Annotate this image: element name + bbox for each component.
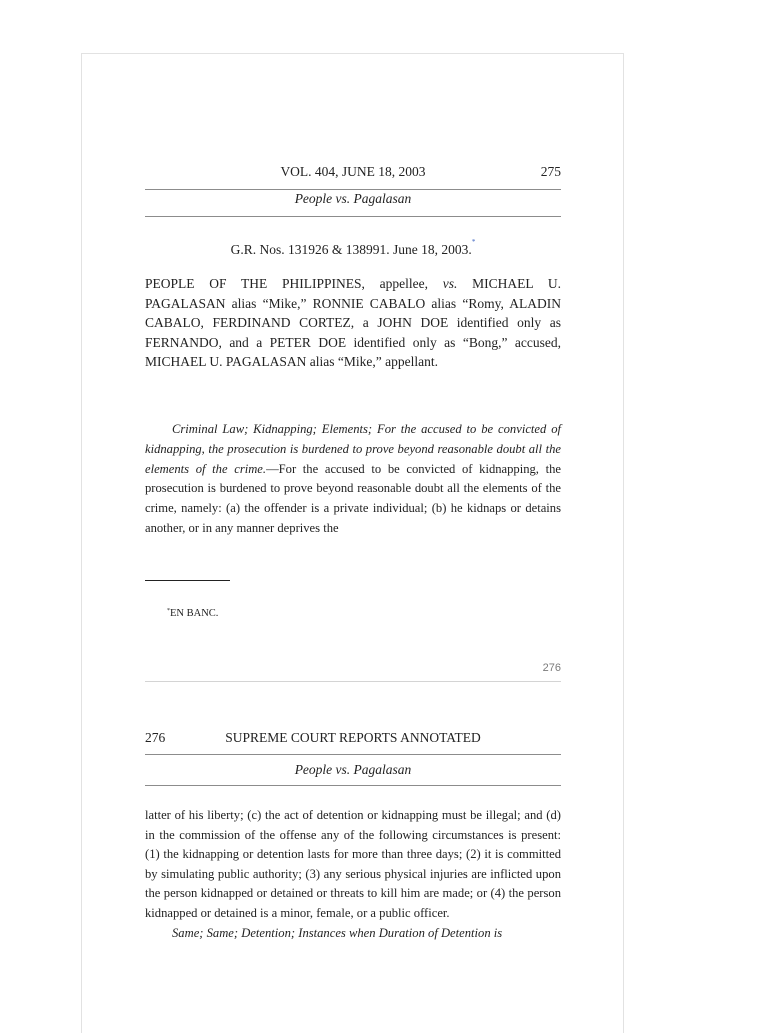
case-parties xyxy=(145,274,561,372)
volume-date: VOL. 404, JUNE 18, 2003 xyxy=(280,164,426,179)
footnote-rule xyxy=(145,580,230,581)
page-break-rule xyxy=(145,681,561,682)
case-number-text: G.R. Nos. 131926 & 138991. June 18, 2003. xyxy=(230,242,472,257)
syllabus-paragraph xyxy=(145,420,561,539)
page-number: 276 xyxy=(145,730,166,745)
running-title: People vs. Pagalasan xyxy=(294,191,412,206)
syllabus-continued-text: latter of his liberty; (c) the act of detention or kidnapping must be illegal; and (d) in the commission of the offense any of the following circumstances is present: (1) the kidnapping or detention lasts for more than three days; (2) it is committed by simulating public authority; (3) any serious physical injuries are inflicted upon the person kidnapped or detained or threats to kill him are made; or (4) the person kidnapped or detained is a minor, female, or a public officer. xyxy=(145,808,561,920)
running-title: People vs. Pagalasan xyxy=(294,762,412,777)
case-number xyxy=(145,233,561,259)
page-header xyxy=(145,729,561,747)
syllabus-continued xyxy=(145,806,561,943)
header-rule xyxy=(145,785,561,786)
syllabus-text: —For the accused to be convicted of kidnapping, the prosecution is burdened to prove beyond reasonable doubt all the elements of the crime, namely: (a) the offender is a private individual; (b) he kidnaps or detains another, or in any manner deprives the xyxy=(145,461,562,535)
footnote xyxy=(167,604,218,621)
page-header xyxy=(145,163,561,181)
footnote-mark: * xyxy=(167,608,170,614)
page-break-marker: 276 xyxy=(542,662,561,674)
page-number: 275 xyxy=(540,164,561,179)
parties-first: PEOPLE OF THE PHILIPPINES, appellee, xyxy=(145,276,443,291)
header-rule xyxy=(145,754,561,755)
next-syllabus-heading: Same; Same; Detention; Instances when Duration of Detention is xyxy=(172,925,503,940)
reporter-title: SUPREME COURT REPORTS ANNOTATED xyxy=(225,730,481,745)
parties-versus: vs. xyxy=(442,276,458,291)
footnote-ref[interactable]: * xyxy=(471,238,476,246)
parties-rest: MICHAEL U. PAGALASAN alias “Mike,” RONNIE CABALO alias “Romy, ALADIN CABALO, FERDINAND CORTEZ, a JOHN DOE identified only as FERNANDO, and a PETER DOE identified only as “Bong,” accused, MICHAEL U. PAGALASAN alias “Mike,” appellant. xyxy=(145,276,561,370)
footnote-text: EN BANC. xyxy=(170,608,219,619)
header-rule xyxy=(145,216,561,217)
syllabus-heading: Criminal Law; Kidnapping; Elements; For the accused to be convicted of kidnapping, the prosecution is burdened to prove beyond reasonable doubt all the elements of the crime. xyxy=(145,422,561,476)
